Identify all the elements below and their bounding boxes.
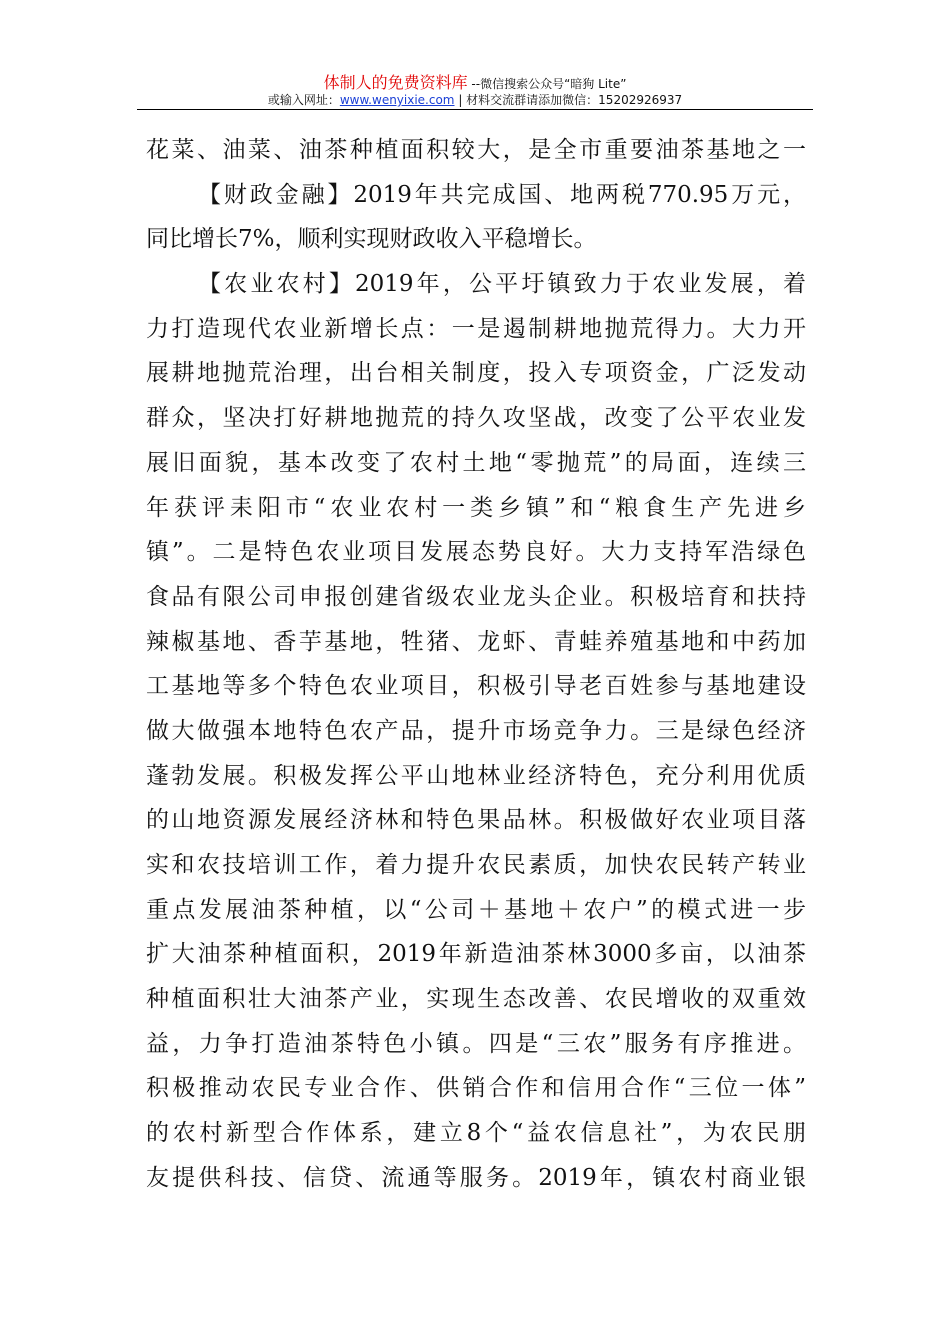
text-line: 扩大油茶种植面积，2019年新造油茶林3000多亩，以油茶 [146, 941, 806, 968]
text-line: 辣椒基地、香芋基地，牲猪、龙虾、青蛙养殖基地和中药加 [146, 628, 806, 655]
text-line: 积极推动农民专业合作、供销合作和信用合作“三位一体” [146, 1075, 806, 1102]
text-line: 展旧面貌，基本改变了农村土地“零抛荒”的局面，连续三 [146, 449, 806, 476]
document-body [146, 128, 806, 1201]
text-line: 展耕地抛荒治理，出台相关制度，投入专项资金，广泛发动 [146, 360, 806, 387]
contact-info: | 材料交流群请添加微信：15202926937 [454, 93, 683, 107]
header-divider [137, 109, 813, 110]
text-line: 同比增长7%，顺利实现财政收入平稳增长。 [146, 226, 597, 253]
text-line: 年获评耒阳市“农业农村一类乡镇”和“粮食生产先进乡 [146, 494, 806, 521]
text-line: 【财政金融】2019年共完成国、地两税770.95万元， [198, 181, 806, 208]
text-line: 友提供科技、信贷、流通等服务。2019年，镇农村商业银 [146, 1164, 806, 1191]
text-line: 群众，坚决打好耕地抛荒的持久攻坚战，改变了公平农业发 [146, 405, 806, 432]
text-line: 食品有限公司申报创建省级农业龙头企业。积极培育和扶持 [146, 583, 806, 610]
text-line: 蓬勃发展。积极发挥公平山地林业经济特色，充分利用优质 [146, 762, 806, 789]
header-title: 体制人的免费资料库 [323, 73, 468, 92]
header-subtitle: --微信搜索公众号“暗狗 Lite” [471, 77, 627, 91]
text-line: 种植面积壮大油茶产业，实现生态改善、农民增收的双重效 [146, 986, 806, 1013]
text-line: 重点发展油茶种植，以“公司＋基地＋农户”的模式进一步 [146, 896, 806, 923]
text-line: 实和农技培训工作，着力提升农民素质，加快农民转产转业 [146, 852, 806, 878]
text-line: 益，力争打造油茶特色小镇。四是“三农”服务有序推进。 [146, 1030, 806, 1057]
text-line: 做大做强本地特色农产品，提升市场竞争力。三是绿色经济 [146, 717, 806, 744]
text-line: 花菜、油菜、油茶种植面积较大，是全市重要油茶基地之一 [146, 137, 806, 163]
text-line: 工基地等多个特色农业项目，积极引导老百姓参与基地建设 [146, 673, 806, 700]
text-line: 力打造现代农业新增长点：一是遏制耕地抛荒得力。大力开 [146, 315, 806, 342]
header-promo [0, 70, 950, 93]
text-line: 镇”。二是特色农业项目发展态势良好。大力支持军浩绿色 [146, 539, 806, 566]
text-line: 的农村新型合作体系，建立8个“益农信息社”，为农民朋 [146, 1120, 806, 1147]
text-line: 的山地资源发展经济林和特色果品林。积极做好农业项目落 [146, 807, 806, 834]
text-line: 【农业农村】2019年，公平圩镇致力于农业发展，着 [198, 271, 806, 298]
website-link[interactable]: www.wenyixie.com [339, 93, 455, 107]
header-contact [0, 91, 950, 108]
url-prefix: 或输入网址： [267, 93, 340, 107]
